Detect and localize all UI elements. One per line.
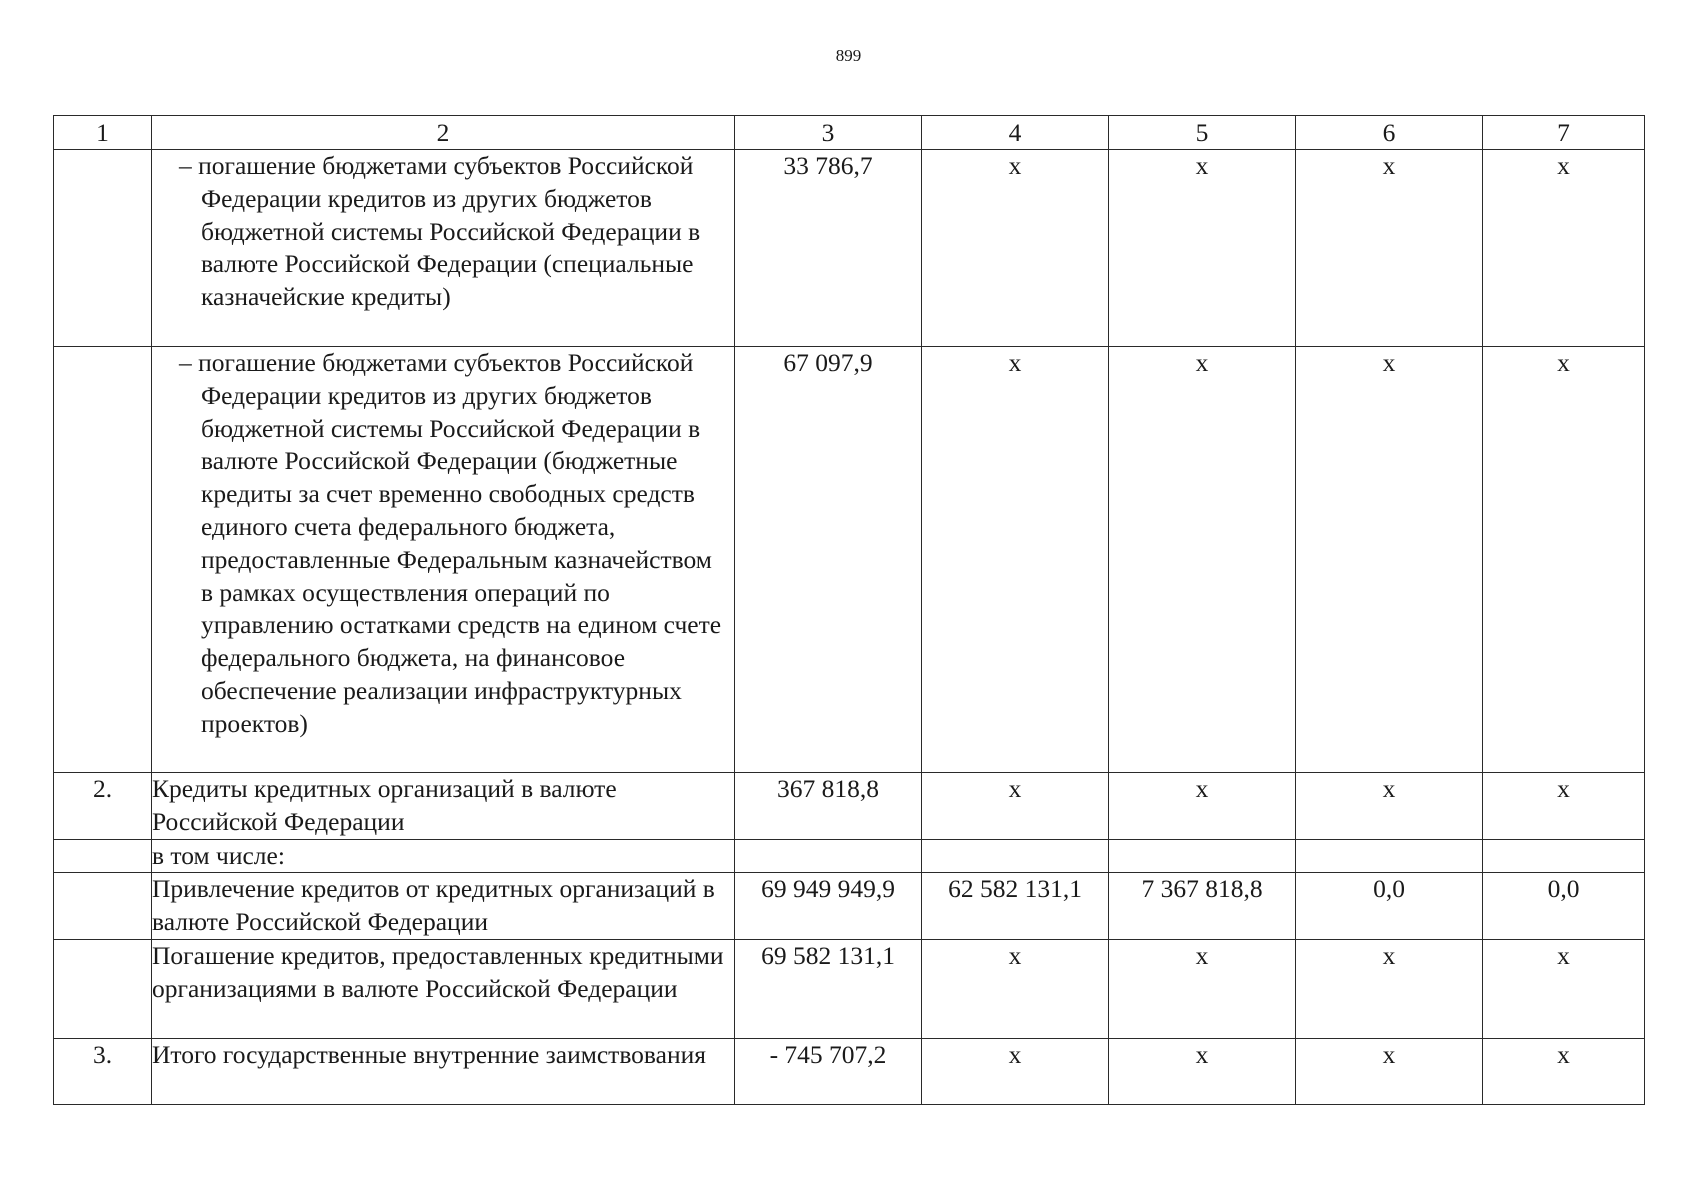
value-cell: х (1296, 939, 1483, 1038)
value-cell: х (922, 150, 1109, 347)
value-cell: х (1483, 150, 1645, 347)
value-cell: х (1109, 773, 1296, 840)
row-description (152, 150, 735, 347)
column-header: 4 (922, 116, 1109, 150)
row-description-text: – погашение бюджетами субъектов Российской Федерации кредитов из других бюджетов бюджетной системы Российской Федерации в валюте Российской Федерации (бюджетные кредиты за счет временно свободных средств единого счета федерального бюджета, предоставленные Федеральным казначейством в рамках осуществления операций по управлению остатками средств на едином счете федерального бюджета, на финансовое обеспечение реализации инфраструктурных проектов) (179, 348, 722, 738)
value-cell (1296, 839, 1483, 873)
table-row (54, 773, 1645, 840)
column-header: 2 (152, 116, 735, 150)
value-cell: х (1109, 1038, 1296, 1104)
value-cell: 0,0 (1483, 873, 1645, 940)
column-header: 3 (735, 116, 922, 150)
value-cell: 0,0 (1296, 873, 1483, 940)
row-number (54, 839, 152, 873)
value-cell: 67 097,9 (735, 347, 922, 773)
value-cell: х (1109, 939, 1296, 1038)
row-description: в том числе: (152, 839, 735, 873)
value-cell (1483, 839, 1645, 873)
value-cell: 33 786,7 (735, 150, 922, 347)
value-cell: х (1109, 150, 1296, 347)
row-number (54, 347, 152, 773)
value-cell: х (922, 773, 1109, 840)
value-cell: х (1296, 773, 1483, 840)
value-cell: х (922, 347, 1109, 773)
value-cell: х (922, 939, 1109, 1038)
value-cell (735, 839, 922, 873)
table-row (54, 873, 1645, 940)
column-header: 6 (1296, 116, 1483, 150)
table-row (54, 1038, 1645, 1104)
table-row (54, 150, 1645, 347)
value-cell: 7 367 818,8 (1109, 873, 1296, 940)
row-description: Кредиты кредитных организаций в валюте Российской Федерации (152, 773, 735, 840)
value-cell: х (1483, 1038, 1645, 1104)
value-cell: х (1296, 150, 1483, 347)
value-cell (1109, 839, 1296, 873)
row-description (152, 347, 735, 773)
column-header: 1 (54, 116, 152, 150)
value-cell: 367 818,8 (735, 773, 922, 840)
value-cell: х (1296, 347, 1483, 773)
table-row (54, 939, 1645, 1038)
row-description: Привлечение кредитов от кредитных организаций в валюте Российской Федерации (152, 873, 735, 940)
row-number: 2. (54, 773, 152, 840)
value-cell: х (1109, 347, 1296, 773)
row-number: 3. (54, 1038, 152, 1104)
table-header-row (54, 116, 1645, 150)
row-number (54, 939, 152, 1038)
value-cell: 69 949 949,9 (735, 873, 922, 940)
table-row (54, 839, 1645, 873)
value-cell (922, 839, 1109, 873)
value-cell: х (1483, 347, 1645, 773)
column-header: 7 (1483, 116, 1645, 150)
value-cell: х (1483, 939, 1645, 1038)
row-number (54, 150, 152, 347)
value-cell: х (1296, 1038, 1483, 1104)
page-number: 899 (835, 46, 862, 65)
value-cell: х (922, 1038, 1109, 1104)
value-cell: - 745 707,2 (735, 1038, 922, 1104)
borrowings-table (53, 115, 1645, 1105)
value-cell: х (1483, 773, 1645, 840)
row-number (54, 873, 152, 940)
value-cell: 69 582 131,1 (735, 939, 922, 1038)
row-description-text: – погашение бюджетами субъектов Российской Федерации кредитов из других бюджетов бюджетной системы Российской Федерации в валюте Российской Федерации (специальные казначейские кредиты) (179, 151, 701, 312)
value-cell: 62 582 131,1 (922, 873, 1109, 940)
table-row (54, 347, 1645, 773)
column-header: 5 (1109, 116, 1296, 150)
row-description: Итого государственные внутренние заимствования (152, 1038, 735, 1104)
row-description: Погашение кредитов, предоставленных кредитными организациями в валюте Российской Федерации (152, 939, 735, 1038)
